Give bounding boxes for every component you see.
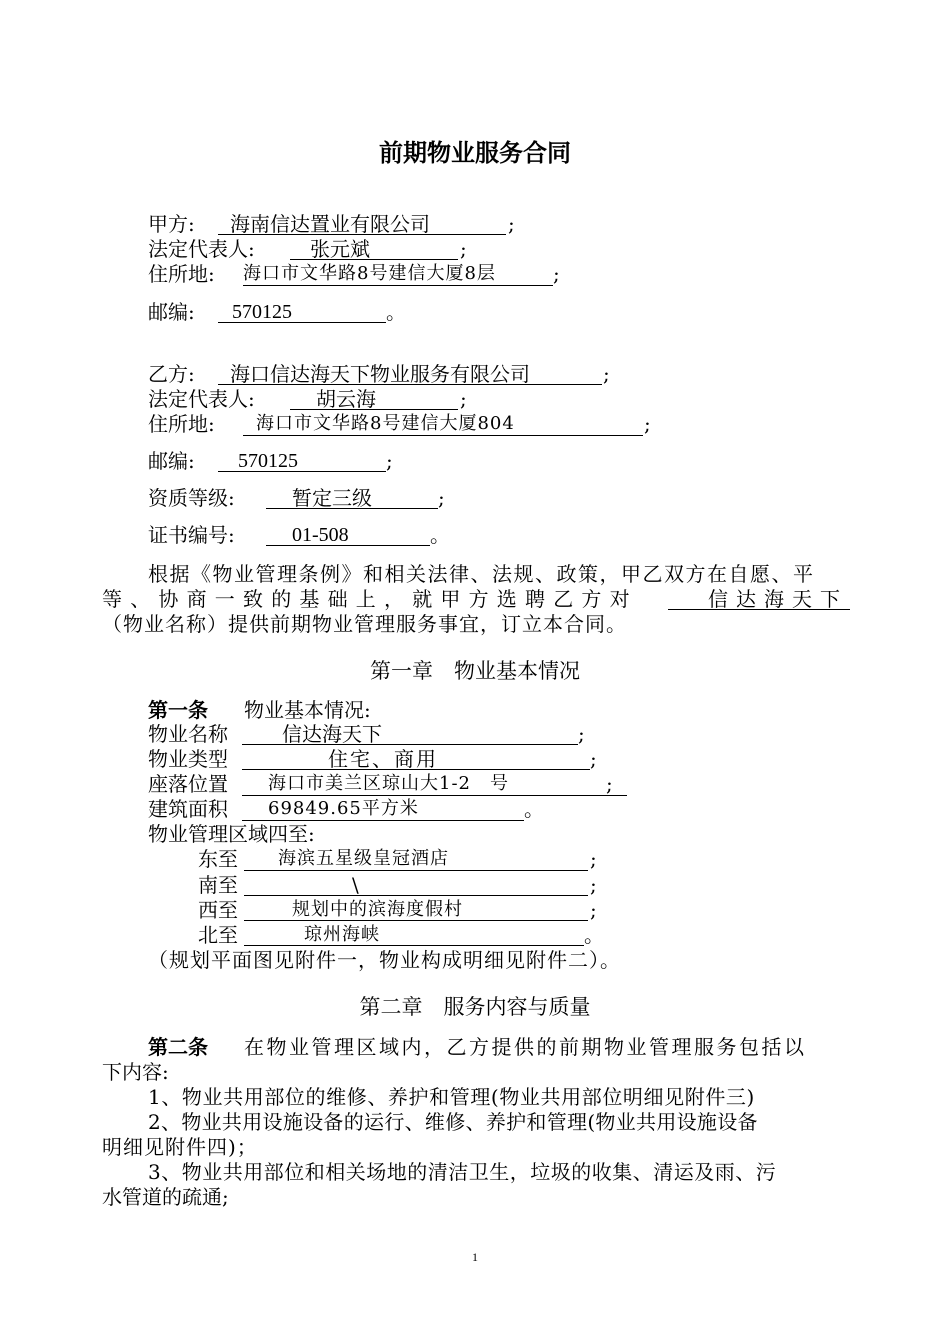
party-b-address-underline (243, 435, 643, 436)
article-1-text: 物业基本情况: (244, 698, 371, 722)
boundary-west-label: 西至 (198, 898, 238, 922)
party-b-certificate-period: 。 (430, 523, 450, 547)
party-b-legal-rep-underline (290, 409, 458, 410)
boundary-east-underline (244, 870, 588, 871)
boundary-south-semicolon: ; (590, 873, 597, 897)
party-b-qualification-underline (266, 508, 438, 509)
party-b-address-semicolon: ; (644, 412, 651, 436)
chapter-1-heading: 第一章 物业基本情况 (370, 659, 580, 683)
boundary-east-label: 东至 (198, 847, 238, 871)
service-item-2-line-1: 2、物业共用设施设备的运行、维修、养护和管理(物业共用设施设备 (148, 1110, 758, 1134)
preamble-property-name: 信达海天下 (708, 587, 848, 611)
property-area-period: 。 (524, 797, 544, 821)
boundary-east-value: 海滨五星级皇冠酒店 (278, 848, 449, 869)
service-item-3-line-1: 3、物业共用部位和相关场地的清洁卫生，垃圾的收集、清运及雨、污 (148, 1160, 777, 1184)
party-a-legal-rep: 张元斌 (310, 237, 370, 261)
party-b-legal-rep: 胡云海 (316, 387, 376, 411)
property-location-value: 海口市美兰区琼山大1-2 号 (268, 773, 509, 794)
party-b-postcode-semicolon: ; (386, 449, 393, 473)
service-item-2-line-2: 明细见附件四)； (102, 1135, 258, 1159)
party-b-name: 海口信达海天下物业服务有限公司 (230, 362, 530, 386)
boundary-west-value: 规划中的滨海度假村 (292, 899, 463, 920)
party-b-certificate-underline (266, 545, 430, 546)
property-type-value: 住宅、商用 (328, 747, 438, 771)
boundary-north-period: 。 (584, 923, 604, 947)
party-a-name: 海南信达置业有限公司 (230, 212, 430, 236)
party-b-postcode: 570125 (238, 450, 298, 472)
boundary-north-underline (244, 945, 584, 946)
party-b-certificate-label: 证书编号: (148, 523, 235, 547)
boundary-south-value: \ (352, 873, 359, 897)
chapter-2-heading: 第二章 服务内容与质量 (359, 995, 591, 1019)
property-location-semicolon: ; (606, 772, 613, 796)
preamble-property-underline (668, 609, 850, 610)
article-2-line-1: 在物业管理区域内，乙方提供的前期物业管理服务包括以 (244, 1035, 807, 1059)
chapter-1-note: （规划平面图见附件一，物业构成明细见附件二）。 (148, 948, 621, 972)
party-a-legal-rep-semicolon: ; (460, 237, 467, 261)
party-a-address-label: 住所地: (148, 262, 215, 286)
party-b-legal-rep-label: 法定代表人: (148, 387, 255, 411)
property-type-label: 物业类型 (148, 747, 228, 771)
property-name-value: 信达海天下 (282, 722, 382, 746)
boundary-south-label: 南至 (198, 873, 238, 897)
party-a-name-semicolon: ; (508, 212, 515, 236)
boundary-west-semicolon: ; (590, 898, 597, 922)
party-a-address: 海口市文华路8号建信大厦8层 (243, 263, 496, 284)
party-b-address-label: 住所地: (148, 412, 215, 436)
property-area-underline (242, 820, 524, 821)
party-b-qualification-label: 资质等级: (148, 486, 235, 510)
property-area-label: 建筑面积 (148, 797, 228, 821)
article-2-label: 第二条 (148, 1035, 208, 1059)
property-area-value: 69849.65平方米 (268, 798, 419, 819)
article-2-line-2: 下内容: (102, 1060, 169, 1084)
party-a-postcode-label: 邮编: (148, 300, 195, 324)
boundary-south-underline (244, 895, 588, 896)
party-b-name-underline (218, 384, 602, 385)
party-b-name-semicolon: ; (603, 362, 610, 386)
preamble-line-1: 根据《物业管理条例》和相关法律、法规、政策，甲乙双方在自愿、平 (148, 562, 815, 586)
party-b-postcode-label: 邮编: (148, 449, 195, 473)
party-b-postcode-underline (218, 471, 386, 472)
party-a-postcode-underline (218, 322, 386, 323)
property-location-underline (242, 795, 627, 796)
property-type-semicolon: ; (590, 747, 597, 771)
boundary-north-value: 琼州海峡 (304, 924, 380, 945)
preamble-line-3: （物业名称）提供前期物业管理服务事宜，订立本合同。 (102, 612, 627, 636)
preamble-line-2: 等、协商一致的基础上，就甲方选聘乙方对 (102, 587, 638, 611)
boundary-north-label: 北至 (198, 923, 238, 947)
service-item-3-line-2: 水管道的疏通; (102, 1185, 229, 1209)
boundary-label: 物业管理区域四至: (148, 822, 315, 846)
party-b-legal-rep-semicolon: ; (460, 387, 467, 411)
party-a-name-underline (218, 234, 506, 235)
property-name-label: 物业名称 (148, 722, 228, 746)
party-a-address-semicolon: ; (553, 262, 560, 286)
party-b-qualification-semicolon: ; (438, 486, 445, 510)
party-a-legal-rep-label: 法定代表人: (148, 237, 255, 261)
property-location-label: 座落位置 (148, 772, 228, 796)
party-b-label: 乙方: (148, 362, 195, 386)
boundary-east-semicolon: ; (590, 847, 597, 871)
party-a-address-underline (243, 285, 553, 286)
property-name-underline (242, 744, 578, 745)
party-a-legal-rep-underline (290, 259, 458, 260)
boundary-west-underline (244, 920, 588, 921)
property-name-semicolon: ; (578, 722, 585, 746)
party-b-address: 海口市文华路8号建信大厦804 (256, 413, 515, 434)
service-item-1: 1、物业共用部位的维修、养护和管理(物业共用部位明细见附件三) (148, 1085, 755, 1109)
property-type-underline (242, 769, 590, 770)
article-1-label: 第一条 (148, 698, 208, 722)
party-a-postcode: 570125 (232, 301, 292, 323)
party-a-postcode-period: 。 (386, 300, 406, 324)
page-number: 1 (472, 1250, 478, 1264)
document-title: 前期物业服务合同 (379, 139, 571, 167)
party-b-certificate: 01-508 (292, 524, 349, 546)
party-a-label: 甲方: (148, 212, 195, 236)
party-b-qualification: 暂定三级 (292, 486, 372, 510)
